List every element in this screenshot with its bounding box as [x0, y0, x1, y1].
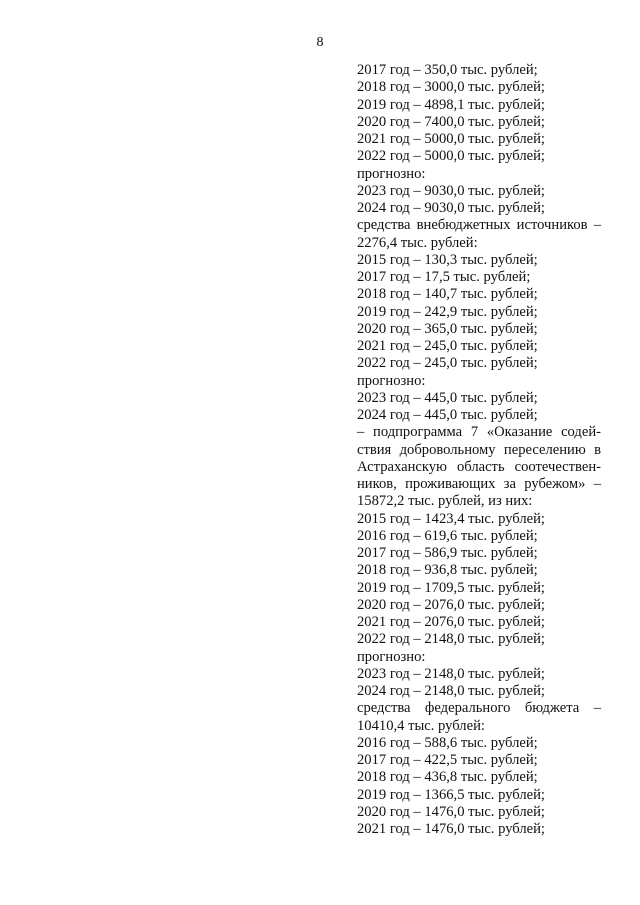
- text-line: 2021 год – 1476,0 тыс. рублей;: [357, 821, 545, 837]
- text-line: 2019 год – 1366,5 тыс. рублей;: [357, 786, 545, 803]
- text-line: 2016 год – 588,6 тыс. рублей;: [357, 734, 538, 751]
- text-line: 2018 год – 140,7 тыс. рублей;: [357, 286, 538, 303]
- text-line: 2015 год – 130,3 тыс. рублей;: [357, 251, 538, 268]
- text-line: Астраханскую область соотечествен-: [357, 458, 601, 475]
- text-line: ствия добровольному переселению в: [357, 441, 601, 458]
- text-line: прогнозно:: [357, 648, 426, 665]
- text-line: прогнозно:: [357, 372, 426, 389]
- text-line: ников, проживающих за рубежом» –: [357, 476, 601, 492]
- text-line: средства федерального бюджета –: [357, 700, 601, 717]
- text-line: 2020 год – 365,0 тыс. рублей;: [357, 320, 538, 337]
- text-line: 2022 год – 2148,0 тыс. рублей;: [357, 631, 545, 648]
- document-text-column: [357, 62, 601, 838]
- text-line: 2020 год – 2076,0 тыс. рублей;: [357, 596, 545, 613]
- text-line: 10410,4 тыс. рублей:: [357, 717, 485, 734]
- text-line: 15872,2 тыс. рублей, из них:: [357, 493, 533, 510]
- text-line: – подпрограмма 7 «Оказание содей-: [357, 424, 601, 441]
- text-line: 2018 год – 3000,0 тыс. рублей;: [357, 79, 545, 96]
- text-line: 2017 год – 422,5 тыс. рублей;: [357, 752, 538, 768]
- text-line: 2016 год – 619,6 тыс. рублей;: [357, 527, 538, 544]
- text-line: 2017 год – 586,9 тыс. рублей;: [357, 545, 538, 561]
- text-line: 2015 год – 1423,4 тыс. рублей;: [357, 510, 545, 527]
- text-line: 2017 год – 17,5 тыс. рублей;: [357, 269, 531, 285]
- text-line: 2020 год – 7400,0 тыс. рублей;: [357, 113, 545, 130]
- text-line: 2023 год – 9030,0 тыс. рублей;: [357, 182, 545, 199]
- text-line: 2021 год – 5000,0 тыс. рублей;: [357, 131, 545, 147]
- text-line: 2024 год – 9030,0 тыс. рублей;: [357, 200, 545, 216]
- text-line: 2018 год – 936,8 тыс. рублей;: [357, 562, 538, 579]
- text-line: 2024 год – 2148,0 тыс. рублей;: [357, 683, 545, 699]
- text-line: 2020 год – 1476,0 тыс. рублей;: [357, 803, 545, 820]
- text-line: средства внебюджетных источников –: [357, 217, 601, 234]
- page-number: 8: [316, 35, 324, 50]
- text-line: 2022 год – 5000,0 тыс. рублей;: [357, 148, 545, 165]
- text-line: 2018 год – 436,8 тыс. рублей;: [357, 769, 538, 786]
- text-line: 2024 год – 445,0 тыс. рублей;: [357, 407, 538, 423]
- text-line: 2021 год – 245,0 тыс. рублей;: [357, 338, 538, 354]
- text-line: 2023 год – 445,0 тыс. рублей;: [357, 389, 538, 406]
- text-line: 2021 год – 2076,0 тыс. рублей;: [357, 614, 545, 630]
- text-line: 2017 год – 350,0 тыс. рублей;: [357, 62, 538, 78]
- text-line: прогнозно:: [357, 165, 426, 182]
- text-line: 2019 год – 1709,5 тыс. рублей;: [357, 579, 545, 596]
- text-line: 2023 год – 2148,0 тыс. рублей;: [357, 665, 545, 682]
- text-line: 2019 год – 242,9 тыс. рублей;: [357, 303, 538, 320]
- text-line: 2276,4 тыс. рублей:: [357, 234, 478, 251]
- text-line: 2022 год – 245,0 тыс. рублей;: [357, 355, 538, 372]
- text-line: 2019 год – 4898,1 тыс. рублей;: [357, 96, 545, 113]
